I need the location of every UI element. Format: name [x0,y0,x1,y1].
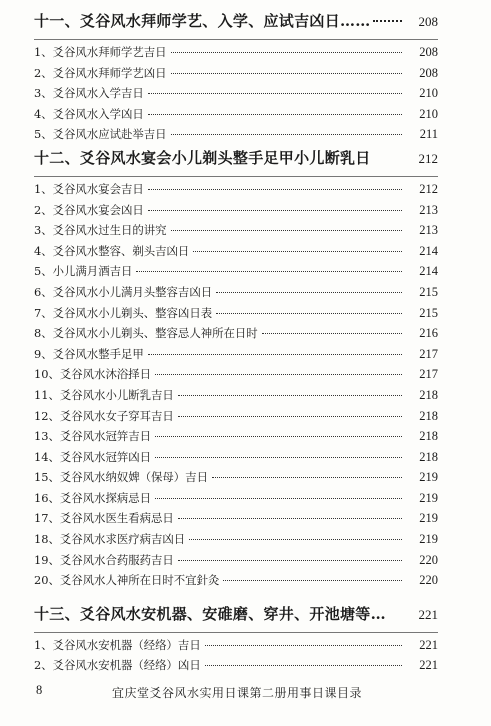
dot-leader [148,344,402,355]
toc-entry[interactable] [34,243,438,264]
toc-entry[interactable] [34,637,438,658]
toc-entry[interactable] [34,263,438,284]
toc-entry[interactable] [34,657,438,678]
entry-title: 5、小儿满月酒吉日 [34,264,133,279]
entry-title: 6、爻谷风水小儿满月头整容吉凶日 [34,284,213,299]
toc-entry[interactable] [34,222,438,243]
dot-leader [155,426,402,437]
toc-entry[interactable] [34,510,438,531]
dot-leader [373,149,402,159]
entry-title: 2、爻谷风水安机器（经络）凶日 [34,658,201,673]
entry-page-number: 214 [419,243,438,258]
entry-title: 3、爻谷风水过生日的讲究 [34,223,167,238]
entry-page-number: 212 [419,181,438,196]
toc-entry[interactable] [34,202,438,223]
dot-leader [216,303,402,314]
toc-entry[interactable] [34,490,438,511]
dot-leader [171,124,402,135]
entry-page-number: 218 [419,387,438,402]
dot-leader [193,241,402,252]
entry-title: 1、爻谷风水宴会吉日 [34,181,144,196]
entry-title: 2、爻谷风水宴会凶日 [34,202,144,217]
toc-entry[interactable] [34,469,438,490]
entry-title: 8、爻谷风水小儿剃头、整容忌人神所在日时 [34,326,258,341]
toc-entry[interactable] [34,366,438,387]
entry-title: 4、爻谷风水入学凶日 [34,106,144,121]
section-rule [34,39,438,40]
entry-page-number: 218 [419,429,438,444]
dot-leader [155,488,402,499]
entry-title: 18、爻谷风水求医疗病吉凶日 [34,532,186,547]
dot-leader [171,42,402,53]
toc-entry[interactable] [34,449,438,470]
entry-title: 17、爻谷风水医生看病忌日 [34,511,174,526]
entry-page-number: 218 [419,408,438,423]
dot-leader [171,63,402,74]
toc-entry[interactable] [34,325,438,346]
entry-title: 2、爻谷风水拜师学艺凶日 [34,65,167,80]
entry-page-number: 217 [419,346,438,361]
dot-leader [178,385,402,396]
dot-leader [148,83,402,94]
toc-entry[interactable] [34,65,438,86]
entry-title: 14、爻谷风水冠笄凶日 [34,449,152,464]
dot-leader [373,10,402,22]
entry-page-number: 221 [419,637,438,652]
toc-entry[interactable] [34,408,438,429]
entry-page-number: 219 [419,470,438,485]
entry-page-number: 217 [419,367,438,382]
entry-title: 16、爻谷风水探病忌日 [34,490,152,505]
page-footer [0,683,491,703]
dot-leader [178,508,402,519]
entry-page-number: 208 [419,65,438,80]
entry-page-number: 211 [419,127,438,142]
table-of-contents [34,10,438,678]
toc-entry[interactable] [34,346,438,367]
toc-entry[interactable] [34,531,438,552]
entry-title: 15、爻谷风水纳奴婢（保母）吉日 [34,470,208,485]
toc-entry[interactable] [34,181,438,202]
entry-page-number: 213 [419,223,438,238]
dot-leader [155,447,402,458]
entry-page-number: 210 [419,106,438,121]
entry-page-number: 214 [419,264,438,279]
toc-entry[interactable] [34,284,438,305]
entry-page-number: 219 [419,532,438,547]
entry-title: 12、爻谷风水女子穿耳吉日 [34,408,174,423]
toc-entry[interactable] [34,387,438,408]
entry-page-number: 210 [419,86,438,101]
page-number: 8 [36,683,43,697]
entry-page-number: 219 [419,511,438,526]
entry-page-number: 220 [419,573,438,588]
toc-entry[interactable] [34,44,438,65]
section-spacer [34,593,438,603]
dot-leader [136,261,402,272]
dot-leader [171,220,402,231]
section-title: 十一、爻谷风水拜师学艺、入学、应试吉凶日…… [34,12,371,30]
dot-leader [212,467,402,478]
entry-title: 10、爻谷风水沐浴择日 [34,367,152,382]
entry-title: 1、爻谷风水安机器（经络）吉日 [34,637,201,652]
dot-leader [189,529,402,540]
section-title: 十二、爻谷风水宴会小儿剃头整手足甲小儿断乳日 [34,148,371,167]
dot-leader [216,282,402,293]
section-title: 十三、爻谷风水安机器、安碓磨、穿井、开池塘等… [34,604,386,623]
entry-title: 1、爻谷风水拜师学艺吉日 [34,45,167,59]
entry-title: 3、爻谷风水入学吉日 [34,86,144,101]
entry-title: 13、爻谷风水冠笄吉日 [34,429,152,444]
entry-title: 7、爻谷风水小儿剃头、整容凶日表 [34,305,213,320]
entry-title: 4、爻谷风水整容、剃头吉凶日 [34,243,190,258]
dot-leader [205,635,402,646]
entry-page-number: 218 [419,449,438,464]
entry-title: 5、爻谷风水应试赴举吉日 [34,127,167,142]
toc-entry[interactable] [34,305,438,326]
dot-leader [205,655,402,666]
entry-page-number: 221 [419,658,438,673]
section-rule [34,632,438,633]
running-title: 宜庆堂爻谷风水实用日课第二册用事日课目录 [112,686,363,700]
section-heading[interactable] [34,10,438,38]
entry-page-number: 216 [419,326,438,341]
entry-page-number: 220 [419,552,438,567]
entry-page-number: 208 [419,45,438,59]
entry-title: 9、爻谷风水整手足甲 [34,346,144,361]
dot-leader [262,323,402,334]
toc-entry[interactable] [34,126,438,147]
entry-page-number: 215 [419,284,438,299]
toc-entry[interactable] [34,106,438,127]
section-page-number: 221 [418,606,438,622]
section-rule [34,176,438,177]
section-heading[interactable] [34,603,438,631]
entry-page-number: 215 [419,305,438,320]
toc-entry[interactable] [34,428,438,449]
dot-leader [223,570,402,581]
toc-entry[interactable] [34,552,438,573]
dot-leader [148,179,402,190]
entry-page-number: 213 [419,202,438,217]
entry-title: 20、爻谷风水人神所在日时不宜針灸 [34,573,220,588]
entry-title: 19、爻谷风水合药服药吉日 [34,552,174,567]
entry-page-number: 219 [419,490,438,505]
toc-entry[interactable] [34,572,438,593]
section-page-number: 208 [418,14,438,29]
section-page-number: 212 [418,150,438,166]
dot-leader [388,605,402,615]
dot-leader [178,406,402,417]
entry-title: 11、爻谷风水小儿断乳吉日 [34,387,174,402]
dot-leader [148,104,402,115]
dot-leader [155,364,402,375]
dot-leader [178,550,402,561]
toc-entry[interactable] [34,85,438,106]
dot-leader [148,200,402,211]
section-heading[interactable] [34,147,438,175]
